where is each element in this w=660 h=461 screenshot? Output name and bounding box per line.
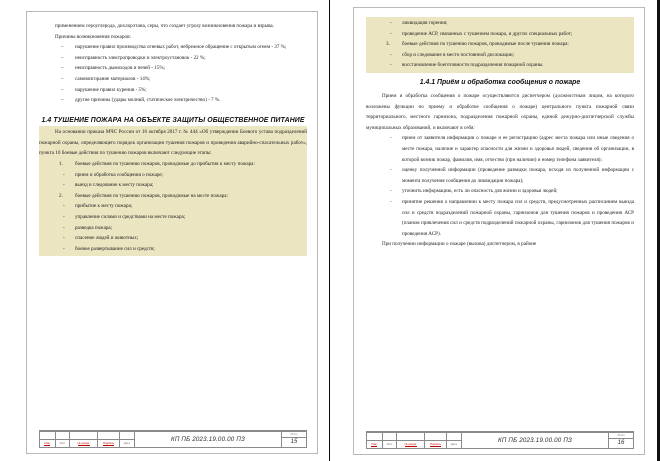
list-item: - прибытие к месту пожара; [39, 201, 307, 212]
page-number-right: 16 [617, 440, 625, 447]
stage-3-number: 3. [386, 41, 390, 48]
right-page-slot [330, 0, 660, 461]
stamp-cell [40, 432, 56, 439]
list-item: – неисправность дымоходов и печей - 15%; [39, 63, 307, 74]
stamp-cell [367, 433, 383, 440]
list-item: - прием и обработка сообщения о пожаре; [39, 170, 307, 181]
list-item: – самовозгорание материалов - 14%; [39, 74, 307, 85]
stage-1-text: боевые действия по тушению пожаров, проводимые до прибытия к месту пожара: [75, 160, 255, 167]
sheet-label: Лист [282, 432, 306, 438]
sheet-number-box-left [282, 432, 306, 447]
stamp-row-empty [40, 432, 134, 440]
stamp-label-text: Дата [123, 441, 130, 446]
title-block-right [366, 432, 634, 449]
stage-1-item [39, 159, 307, 170]
stamp-label-text: Дата [450, 442, 457, 447]
stamp-label-text: Подпись [430, 441, 442, 446]
stage-2-text: боевые действия по тушению пожаров, проводимые на месте пожара: [75, 192, 228, 199]
stamp-row-labels [40, 440, 134, 448]
stamp-label-text: № докум. [77, 440, 90, 445]
title-block-code-left: КП ПБ 2023.19.00.00 ПЗ [135, 432, 282, 447]
stamp-row-labels [367, 441, 461, 449]
list-item: - оценку полученной информации (проведение разведки пожара, исходя из полученной информации с момента получения сообщения до ликвидации пожара); [366, 165, 634, 186]
list-item: – другие причины (удары молний, статическое электричество) - 7 %. [39, 95, 307, 106]
stamp-grid-right [367, 433, 462, 448]
stamp-label-text: Изм. [44, 440, 51, 445]
stamp-label-docum [397, 441, 425, 449]
stamp-cell [425, 433, 447, 440]
list-item: - проведение АСР, связанных с тушением пожара, и других специальных работ; [366, 29, 634, 40]
list-item: - прием от заявителя информации о пожаре и ее регистрацию (адрес места пожара или иные сведения о месте пожара, наличие и характер опасности для жизни и здоровья людей, сведения об организации, в которой возник пожар, фамилия, имя, отчество (при наличии) и номер телефона заявителя); [366, 133, 634, 165]
stamp-cell [98, 432, 120, 439]
list-item: - управление силами и средствами на месте пожара; [39, 212, 307, 223]
reception-steps-list [366, 133, 634, 239]
list-item: - боевое развертывание сил и средств; [39, 244, 307, 255]
list-item: - спасение людей и животных; [39, 233, 307, 244]
stamp-label-data [120, 440, 134, 448]
subsection-heading-1-4-1: 1.4.1 Приём и обработка сообщения о пожаре [419, 78, 581, 86]
fire-causes-list [39, 42, 307, 106]
list-item: - уточнить информацию, есть ли опасность для жизни и здоровья людей; [366, 186, 634, 197]
stamp-label-izm [40, 440, 56, 448]
stamp-grid-left [40, 432, 135, 447]
list-item: - принятие решения о направлении к месту пожара сил и средств, предусмотренных расписанием выезда сил и средств подразделений пожарной охраны, гарнизонов для тушения пожаров и проведения АСР (планом привлечения сил и средств подразделений пожарной охраны, гарнизонов для тушения пожаров и проведения АСР). [366, 197, 634, 239]
stage-2-sublist [39, 201, 307, 254]
stamp-cell [397, 433, 425, 440]
title-block-left [39, 431, 307, 448]
stage-2-sublist-cont [366, 18, 634, 39]
section-heading-1-4: 1.4 ТУШЕНИЕ ПОЖАРА НА ОБЪЕКТЕ ЗАЩИТЫ ОБЩЕСТВЕННОЕ ПИТАНИЕ [41, 116, 305, 124]
list-item: – нарушение правил курения - 5%; [39, 85, 307, 96]
stage-2-number: 2. [59, 192, 63, 199]
list-item: - восстановление боеготовности подразделения пожарной охраны. [366, 60, 634, 71]
stage-1-number: 1. [59, 160, 63, 167]
stamp-row-empty [367, 433, 461, 441]
stamp-label-data [447, 441, 461, 449]
stamp-label-docum [70, 440, 98, 448]
stage-3-sublist [366, 50, 634, 71]
stamp-label-text: Подпись [103, 440, 115, 445]
list-item: - сбор и следование в место постоянной дислокации; [366, 50, 634, 61]
stage-3-item [366, 39, 634, 50]
stamp-label-list [56, 440, 70, 448]
list-item: - ликвидация горения; [366, 18, 634, 29]
list-item: - выезд и следование к месту пожара; [39, 180, 307, 191]
stamp-cell [56, 432, 70, 439]
stamp-label-text: Изм. [371, 441, 378, 446]
stamp-label-list [383, 441, 397, 449]
stamp-label-podpis [98, 440, 120, 448]
stamp-cell [70, 432, 98, 439]
stamp-cell [383, 433, 397, 440]
left-intro-paragraph: применением сероуглерода, дихлорэтана, серы, что создает угрозу возникновения пожара и взрыва. [55, 23, 274, 29]
list-item: - разведка пожара; [39, 223, 307, 234]
order-444-paragraph: На основании приказа МЧС России от 16 октября 2017 г. № 444 «Об утверждении Боевого устава подразделений пожарной охраны, определяющего порядок организации тушения пожаров и проведения аварийно-спасательных работ», пункта 10 боевые действия по тушению пожаров включают следующие этапы: [39, 129, 307, 157]
stage-3-text: боевые действия по тушению пожаров, проводимые после тушения пожара: [402, 41, 569, 48]
stamp-label-text: Лист [59, 441, 66, 446]
sheet-label: Лист [609, 433, 633, 439]
page-number-left: 15 [290, 439, 298, 446]
stamp-cell [120, 432, 134, 439]
sheet-number-box-right [609, 433, 633, 448]
stage-2-item [39, 191, 307, 202]
document-page-left [26, 11, 318, 454]
stamp-cell [447, 433, 461, 440]
stamp-label-izm [367, 441, 383, 449]
highlighted-region-left [39, 126, 307, 256]
stage-1-sublist [39, 170, 307, 191]
stamp-label-text: № докум. [404, 441, 417, 446]
stamp-label-text: Лист [386, 442, 393, 447]
right-closing-paragraph: При получении информации о пожаре (вызова) диспетчером, в районе [382, 241, 537, 248]
title-block-code-right: КП ПБ 2023.19.00.00 ПЗ [462, 433, 609, 448]
list-item: – нарушение правил производства огневых работ, небрежное обращение с открытым огнем - 37 %; [39, 42, 307, 53]
right-intro-paragraph: Прием и обработка сообщения о пожаре осуществляются диспетчером (должностным лицом, на которого возложены функции по приему и обработке сообщения о пожаре) центрального пункта пожарной связи территориального, местного гарнизона, подразделения пожарной охраны, единой дежурно-диспетчерской службы муниципальных образований, и включают в себя: [366, 92, 634, 131]
highlighted-region-right [366, 17, 634, 73]
stamp-label-podpis [425, 441, 447, 449]
left-causes-lead: Причины возникновения пожаров: [55, 33, 131, 40]
list-item: – неисправность электропроводки и электроустановок - 22 %; [39, 53, 307, 64]
document-page-right [353, 7, 645, 455]
